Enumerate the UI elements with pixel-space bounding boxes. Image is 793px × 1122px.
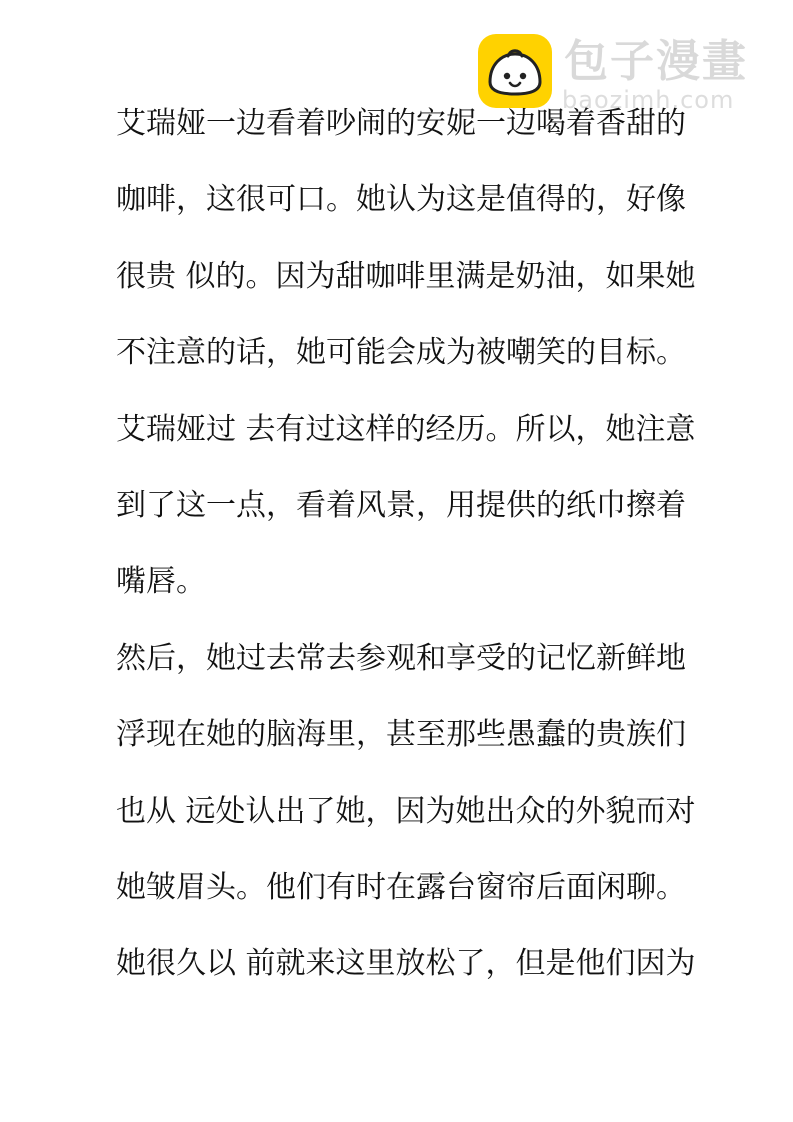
text-line: 艾瑞娅过 去有过这样的经历。所以，她注意 xyxy=(116,411,696,447)
text-line: 到了这一点，看着风景，用提供的纸巾擦着 xyxy=(116,487,686,523)
text-line: 不注意的话，她可能会成为被嘲笑的目标。 xyxy=(116,335,686,371)
text-line: 她皱眉头。他们有时在露台窗帘后面闲聊。 xyxy=(116,869,686,905)
text-line: 嘴唇。 xyxy=(116,564,206,600)
text-line: 艾瑞娅一边看着吵闹的安妮一边喝着香甜的 xyxy=(116,106,686,141)
document-body xyxy=(116,96,696,1013)
text-line: 然后，她过去常去参观和享受的记忆新鲜地 xyxy=(116,640,686,676)
brand-name: 包子漫畫 xyxy=(564,36,748,87)
text-line: 浮现在她的脑海里，甚至那些愚蠢的贵族们 xyxy=(116,717,686,753)
brand-domain: baozimh.com xyxy=(562,86,735,114)
text-line: 咖啡，这很可口。她认为这是值得的，好像 xyxy=(116,182,686,218)
text-line: 也从 远处认出了她，因为她出众的外貌而对 xyxy=(116,793,696,829)
text-line: 很贵 似的。因为甜咖啡里满是奶油，如果她 xyxy=(116,258,696,294)
text-line: 她很久以 前就来这里放松了，但是他们因为 xyxy=(116,946,696,982)
